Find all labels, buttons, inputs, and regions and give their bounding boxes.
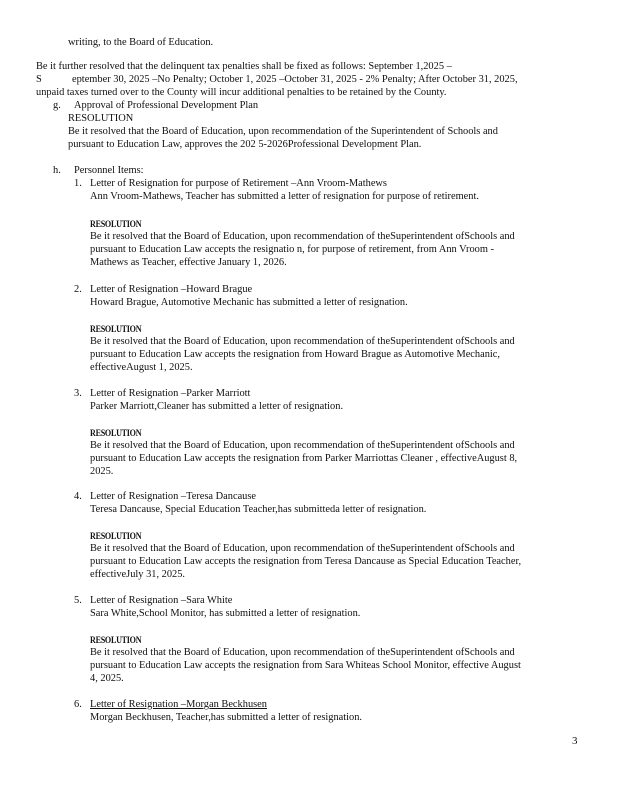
item-number: 4. — [74, 491, 82, 502]
item-title: Letter of Resignation for purpose of Retirement –Ann Vroom-Mathews — [90, 178, 387, 189]
item-resolution-label: RESOLUTION — [90, 324, 142, 334]
item-resolution-line-1: Be it resolved that the Board of Education, upon recommendation of theSuperintendent ofSchools and — [90, 543, 515, 554]
item-description: Morgan Beckhusen, Teacher,has submitted a letter of resignation. — [90, 712, 363, 723]
item-resolution-line-1: Be it resolved that the Board of Education, upon recommendation of theSuperintendent ofSchools and — [90, 647, 515, 658]
item-resolution-line-1: Be it resolved that the Board of Education, upon recommendation of theSuperintendent ofSchools and — [90, 231, 515, 242]
resolution-further-line-2: eptember 30, 2025 –No Penalty; October 1, 2025 –October 31, 2025 - 2% Penalty; After October 31, 2025, — [72, 74, 518, 85]
page-number: 3 — [572, 735, 578, 747]
section-g-resolution-label: RESOLUTION — [68, 113, 134, 124]
resolution-further-line-1: Be it further resolved that the delinquent tax penalties shall be fixed as follows: September 1,2025 – — [36, 61, 452, 72]
item-resolution-line-1: Be it resolved that the Board of Education, upon recommendation of theSuperintendent ofSchools and — [90, 440, 515, 451]
item-resolution-line-3: 2025. — [90, 466, 114, 477]
item-description: Ann Vroom-Mathews, Teacher has submitted a letter of resignation for purpose of retirement. — [90, 191, 479, 202]
item-resolution-line-3: effectiveAugust 1, 2025. — [90, 362, 193, 373]
item-number: 5. — [74, 595, 82, 606]
item-description: Parker Marriott,Cleaner has submitted a letter of resignation. — [90, 401, 344, 412]
item-title: Letter of Resignation –Teresa Dancause — [90, 491, 257, 502]
section-g-marker: g. — [53, 100, 61, 111]
item-title: Letter of Resignation –Sara White — [90, 595, 233, 606]
item-number: 1. — [74, 178, 82, 189]
resolution-further-line-2-initial: S — [36, 74, 42, 85]
continuation-line: writing, to the Board of Education. — [68, 37, 214, 48]
section-g-body-line-2: pursuant to Education Law, approves the 202 5-2026Professional Development Plan. — [68, 139, 422, 150]
item-resolution-line-3: Mathews as Teacher, effective January 1, 2026. — [90, 257, 287, 268]
item-number: 3. — [74, 388, 82, 399]
section-g-body-line-1: Be it resolved that the Board of Education, upon recommendation of the Superintendent of Schools and — [68, 126, 498, 137]
item-resolution-line-2: pursuant to Education Law accepts the resignation from Sara Whiteas School Monitor, effective August — [90, 660, 521, 671]
item-resolution-label: RESOLUTION — [90, 219, 142, 229]
item-resolution-line-2: pursuant to Education Law accepts the resignation from Parker Marriottas Cleaner , effectiveAugust 8, — [90, 453, 518, 464]
item-resolution-line-2: pursuant to Education Law accepts the resignation from Teresa Dancause as Special Education Teacher, — [90, 556, 522, 567]
item-resolution-label: RESOLUTION — [90, 531, 142, 541]
item-resolution-line-3: effectiveJuly 31, 2025. — [90, 569, 186, 580]
section-g-title: Approval of Professional Development Plan — [74, 100, 259, 111]
item-title: Letter of Resignation –Parker Marriott — [90, 388, 251, 399]
item-resolution-label: RESOLUTION — [90, 635, 142, 645]
item-resolution-line-1: Be it resolved that the Board of Education, upon recommendation of theSuperintendent ofSchools and — [90, 336, 515, 347]
item-description: Howard Brague, Automotive Mechanic has submitted a letter of resignation. — [90, 297, 408, 308]
item-description: Teresa Dancause, Special Education Teacher,has submitteda letter of resignation. — [90, 504, 427, 515]
item-title: Letter of Resignation –Morgan Beckhusen — [90, 699, 267, 710]
item-resolution-line-3: 4, 2025. — [90, 673, 124, 684]
item-resolution-line-2: pursuant to Education Law accepts the resignation from Howard Brague as Automotive Mechanic, — [90, 349, 501, 360]
item-resolution-label: RESOLUTION — [90, 428, 142, 438]
item-description: Sara White,School Monitor, has submitted a letter of resignation. — [90, 608, 361, 619]
item-title: Letter of Resignation –Howard Brague — [90, 284, 253, 295]
item-resolution-line-2: pursuant to Education Law accepts the resignatio n, for purpose of retirement, from Ann Vroom - — [90, 244, 495, 255]
resolution-further-line-3: unpaid taxes turned over to the County will incur additional penalties to be retained by the County. — [36, 87, 447, 98]
item-number: 6. — [74, 699, 82, 710]
section-h-title: Personnel Items: — [74, 165, 144, 176]
item-number: 2. — [74, 284, 82, 295]
section-h-marker: h. — [53, 165, 61, 176]
